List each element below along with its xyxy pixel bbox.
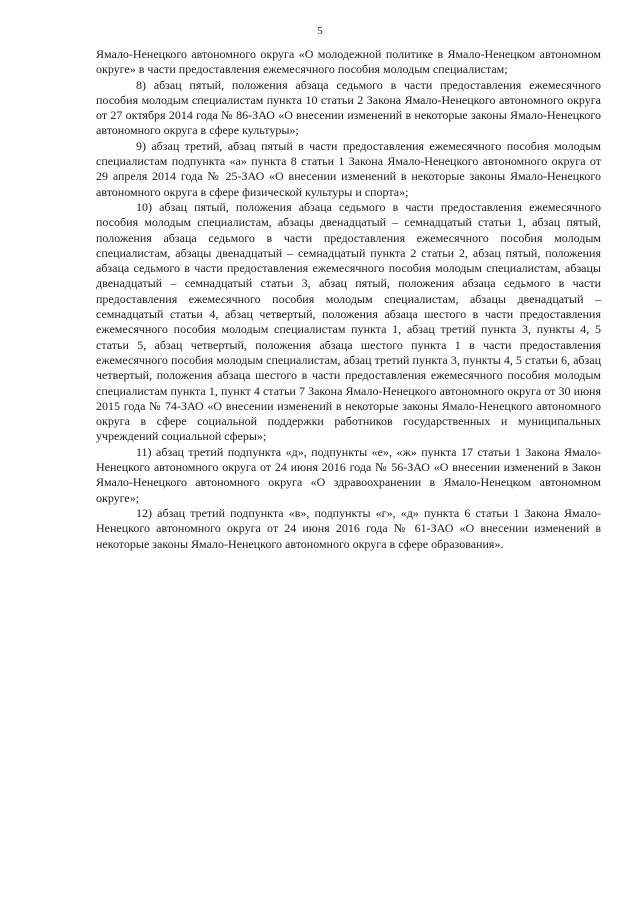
paragraph-item-12: 12) абзац третий подпункта «в», подпункты «г», «д» пункта 6 статьи 1 Закона Ямало-Ненецкого автономного округа от 24 июня 2016 года № 61-ЗАО «О внесении изменений в некоторые законы Ямало-Ненецкого автономного округа в сфере образования». (96, 505, 601, 551)
paragraph-item-8: 8) абзац пятый, положения абзаца седьмого в части предоставления ежемесячного пособия молодым специалистам пункта 10 статьи 2 Закона Ямало-Ненецкого автономного округа от 27 октября 2014 года № 86-ЗАО «О внесении изменений в некоторые законы Ямало-Ненецкого автономного округа в сфере культуры»; (96, 77, 601, 138)
paragraph-continuation: Ямало-Ненецкого автономного округа «О молодежной политике в Ямало-Ненецком автономном округе» в части предоставления ежемесячного пособия молодым специалистам; (96, 47, 601, 77)
document-body (96, 47, 601, 552)
paragraph-item-10: 10) абзац пятый, положения абзаца седьмого в части предоставления ежемесячного пособия молодым специалистам, абзацы двенадцатый – семнадцатый статьи 1, абзац пятый, положения абзаца седьмого в части предоставления ежемесячного пособия молодым специалистам, абзацы двенадцатый – семнадцатый пункта 2 статьи 2, абзац пятый, положения абзаца седьмого в части предоставления ежемесячного пособия молодым специалистам, абзацы двенадцатый – семнадцатый статьи 3, абзац пятый, положения абзаца седьмого в части предоставления ежемесячного пособия молодым специалистам, абзацы двенадцатый – семнадцатый статьи 4, абзац четвертый, положения абзаца шестого в части предоставления ежемесячного пособия молодым специалистам пункта 1, абзац третий пункта 3, пункты 4, 5 статьи 5, абзац четвертый, положения абзаца шестого пункта 1 в части предоставления ежемесячного пособия молодым специалистам, абзац третий пункта 3, пункты 4, 5 статьи 6, абзац четвертый, положения абзаца шестого в части предоставления ежемесячного пособия молодым специалистам пункта 1, пункт 4 статьи 7 Закона Ямало-Ненецкого автономного округа от 30 июня 2015 года № 74-ЗАО «О внесении изменений в некоторые законы Ямало-Ненецкого автономного округа в сфере социальной поддержки работников государственных и муниципальных учреждений социальной сферы»; (96, 199, 601, 444)
paragraph-item-9: 9) абзац третий, абзац пятый в части предоставления ежемесячного пособия молодым специалистам подпункта «а» пункта 8 статьи 1 Закона Ямало-Ненецкого автономного округа от 29 апреля 2014 года № 25-ЗАО «О внесении изменений в некоторые законы Ямало-Ненецкого автономного округа в сфере физической культуры и спорта»; (96, 138, 601, 199)
page-number: 5 (317, 25, 323, 37)
paragraph-item-11: 11) абзац третий подпункта «д», подпункты «е», «ж» пункта 17 статьи 1 Закона Ямало-Ненецкого автономного округа от 24 июня 2016 года № 56-ЗАО «О внесении изменений в Закон Ямало-Ненецкого автономного округа «О здравоохранении в Ямало-Ненецком автономном округе»; (96, 444, 601, 505)
